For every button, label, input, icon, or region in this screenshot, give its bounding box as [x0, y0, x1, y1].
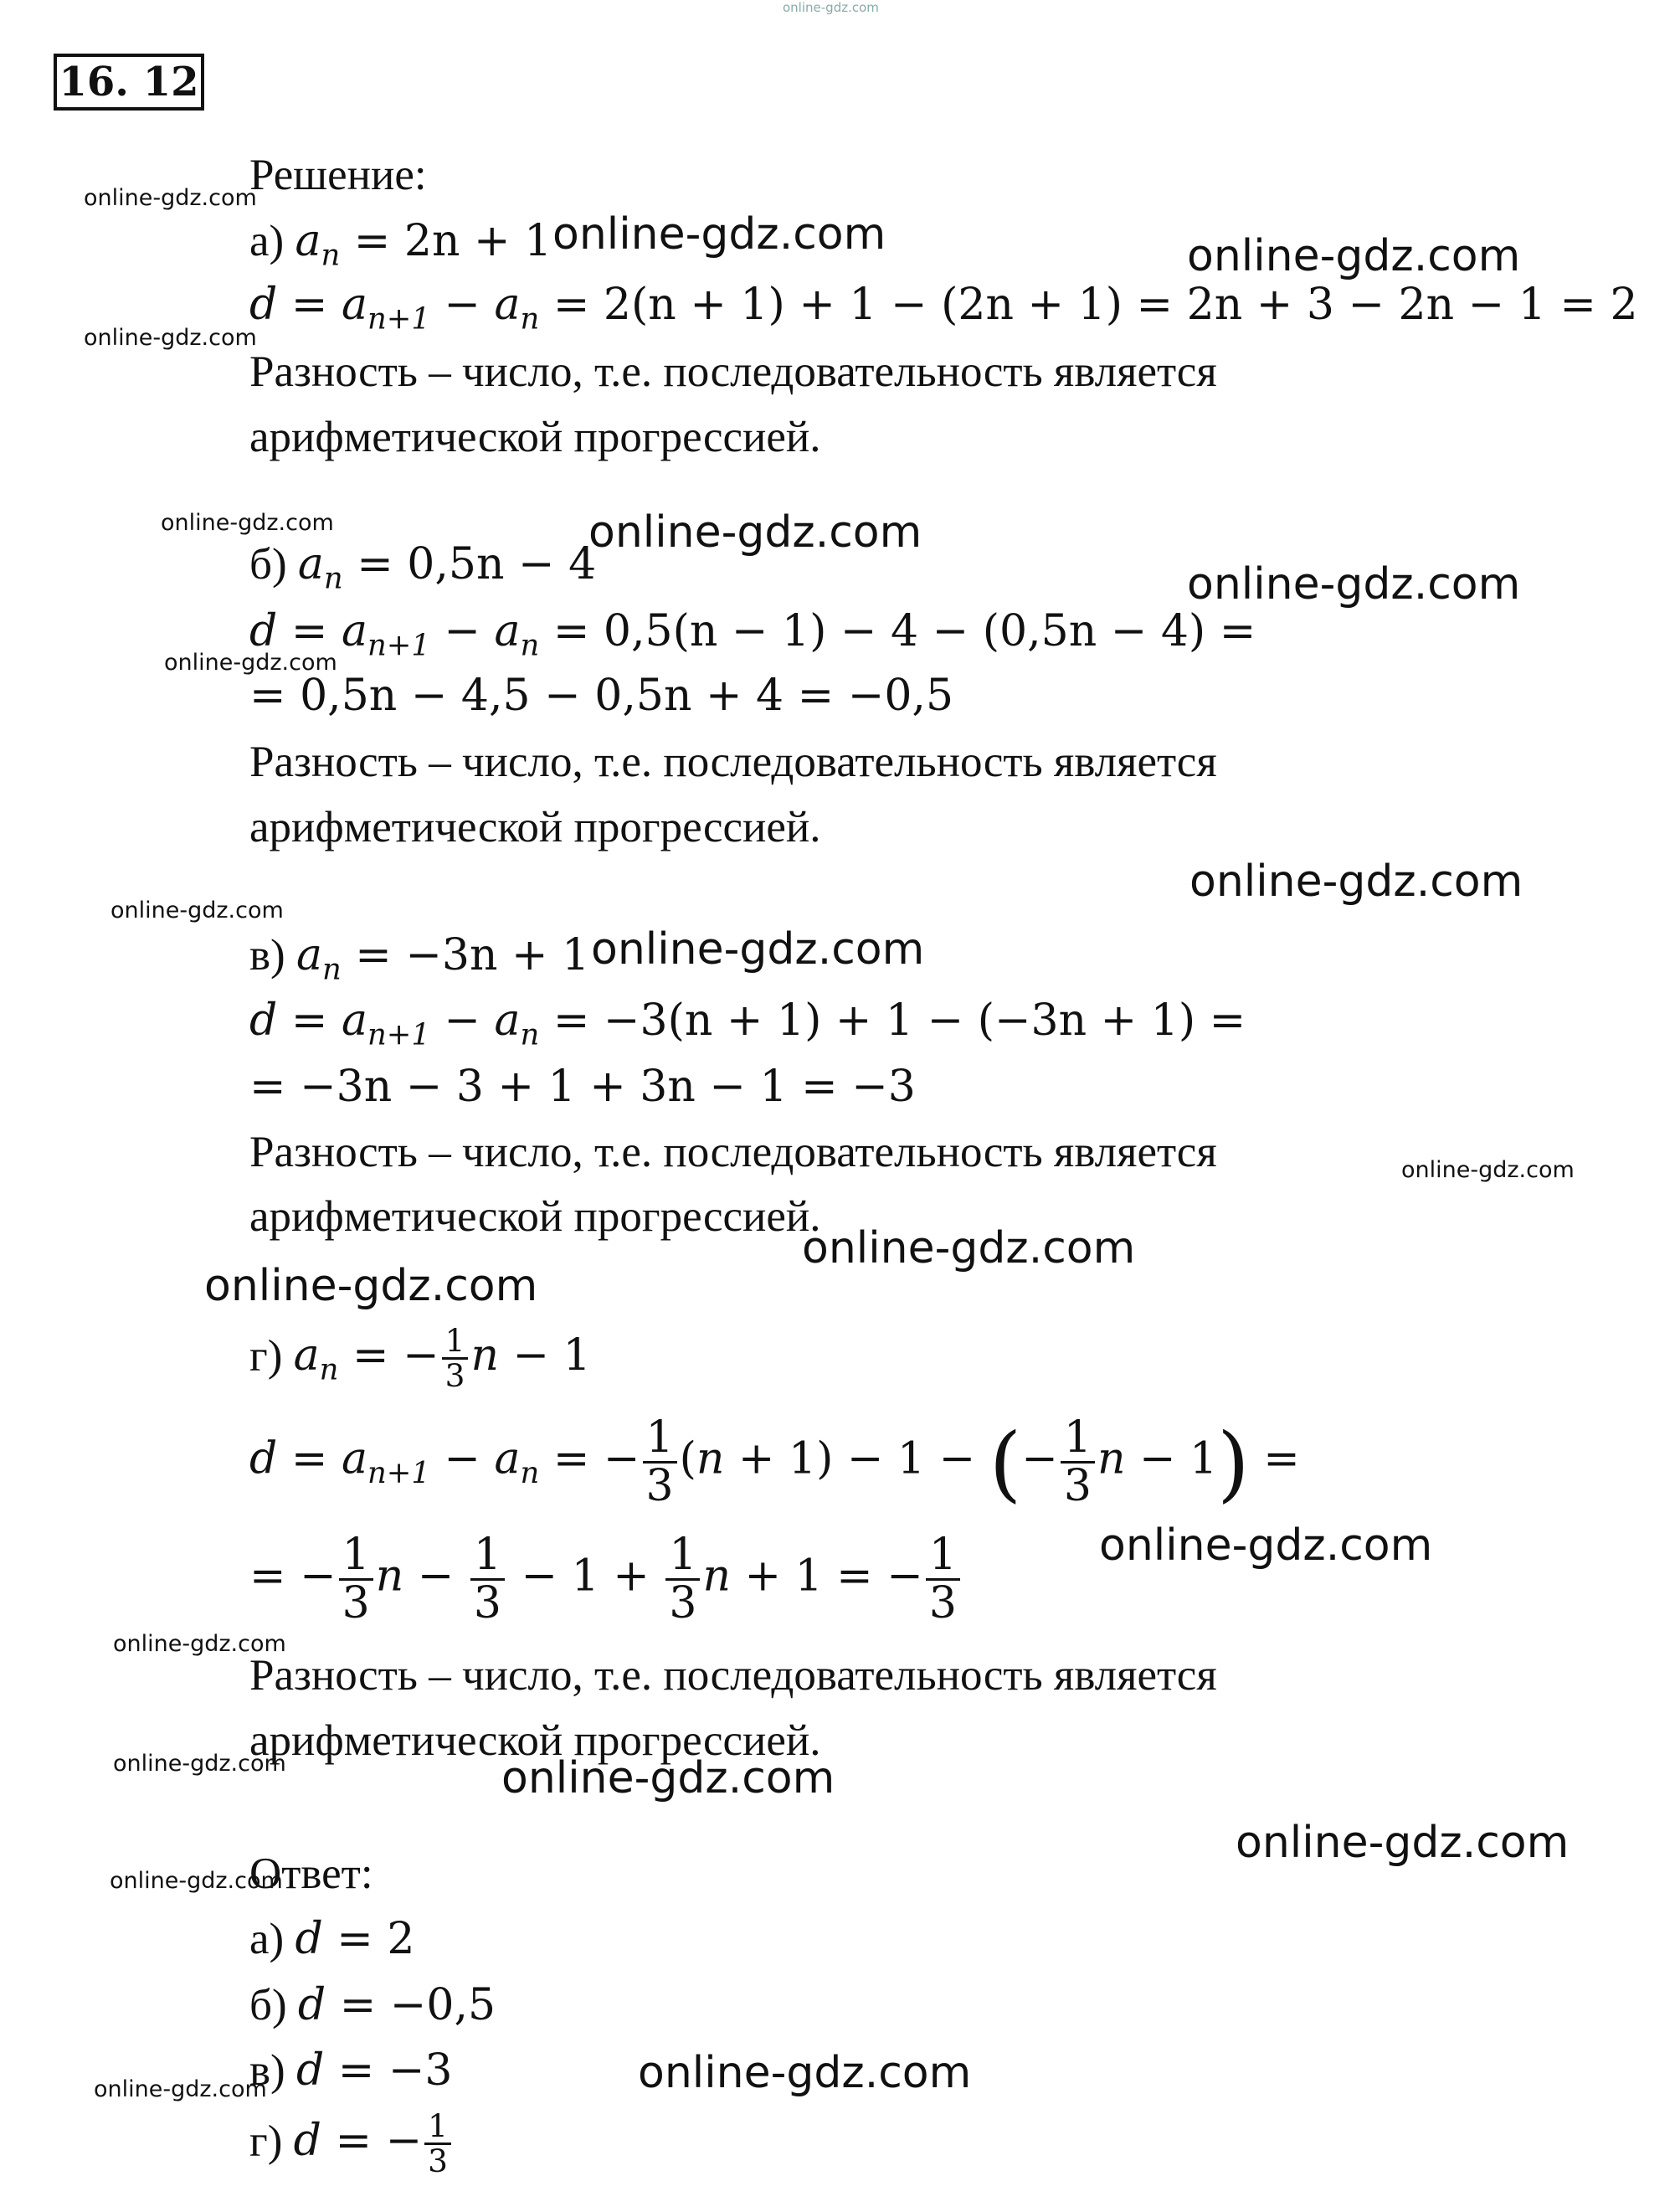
watermark: online-gdz.com [1099, 1520, 1433, 1571]
watermark: online-gdz.com [204, 1261, 538, 1311]
watermark: online-gdz.com [84, 185, 257, 211]
part-g-definition: г) $a_n$ = − $\frac{1}{3}$ n − 1 [249, 1322, 591, 1395]
part-a-formula: = 2n + 1 [353, 216, 552, 266]
part-v-result: = −3n − 3 + 1 + 3n − 1 = −3 [249, 1062, 916, 1112]
part-a-label: а) [249, 217, 285, 265]
watermark: online-gdz.com [161, 510, 334, 536]
part-g-result: = − $\frac{1}{3}$ n − $\frac{1}{3}$ − 1 + $\frac{1}{3}$ n + 1 = − $\frac{1}{3}$ [249, 1532, 963, 1626]
answer-a-value: = 2 [337, 1914, 415, 1964]
task-number: 16. 12 [54, 54, 204, 111]
watermark: online-gdz.com [164, 650, 337, 676]
part-a-difference-expr: = 2(n + 1) + 1 − (2n + 1) = 2n + 3 − 2n − 1 = 2 [552, 280, 1638, 330]
answer-v-value: = −3 [337, 2045, 453, 2096]
part-a-note-1: Разность – число, т.е. последовательность является [249, 347, 1217, 396]
part-g-note-2: арифметической прогрессией. [249, 1716, 821, 1765]
part-v-formula: = −3n + 1 [355, 930, 590, 980]
watermark: online-gdz.com [552, 209, 886, 260]
fraction-one-third: $\frac{1}{3}$ [424, 2110, 451, 2179]
fraction-one-third: $\frac{1}{3}$ [1061, 1415, 1095, 1509]
fraction-one-third: $\frac{1}{3}$ [643, 1415, 677, 1509]
part-b-definition: б) $a_n = 0,5n - 4$ [249, 539, 597, 596]
answer-v: в) d = −3 [249, 2045, 453, 2096]
watermark: online-gdz.com [1401, 1157, 1575, 1183]
watermark: online-gdz.com [113, 1751, 286, 1777]
part-v-label: в) [249, 931, 285, 980]
part-b-result: = 0,5n − 4,5 − 0,5n + 4 = −0,5 [249, 671, 954, 721]
watermark: online-gdz.com [588, 507, 922, 558]
watermark: online-gdz.com [802, 1223, 1136, 1273]
part-a-definition: а) $a_n = 2n + 1$ [249, 216, 552, 273]
fraction-one-third: $\frac{1}{3}$ [339, 1532, 373, 1626]
watermark: online-gdz.com [1236, 1818, 1570, 1868]
top-watermark: online-gdz.com [783, 0, 879, 15]
part-a-note-2: арифметической прогрессией. [249, 413, 821, 461]
part-v-note-2: арифметической прогрессией. [249, 1192, 821, 1241]
fraction-one-third: $\frac{1}{3}$ [442, 1325, 469, 1393]
fraction-one-third: $\frac{1}{3}$ [470, 1532, 505, 1626]
solution-label: Решение: [249, 151, 427, 199]
part-v-difference-expr: = −3(n + 1) + 1 − (−3n + 1) = [552, 995, 1246, 1046]
watermark: online-gdz.com [1187, 559, 1521, 610]
part-g-note-1: Разность – число, т.е. последовательность является [249, 1651, 1217, 1700]
part-b-note-1: Разность – число, т.е. последовательность является [249, 738, 1217, 786]
part-b-formula: = 0,5n − 4 [357, 539, 597, 589]
answer-label: Ответ: [249, 1849, 373, 1898]
answer-b-value: = −0,5 [339, 1980, 496, 2030]
answer-g: г) d = − $\frac{1}{3}$ [249, 2110, 454, 2179]
fraction-one-third: $\frac{1}{3}$ [926, 1532, 960, 1626]
watermark: online-gdz.com [110, 898, 284, 923]
fraction-one-third: $\frac{1}{3}$ [665, 1532, 700, 1626]
answer-a-label: а) [249, 1915, 285, 1963]
answer-b-label: б) [249, 1981, 287, 2029]
watermark: online-gdz.com [84, 325, 257, 351]
answer-v-label: в) [249, 2046, 285, 2095]
part-v-definition: в) $a_n = -3n + 1$ [249, 930, 590, 987]
watermark: online-gdz.com [113, 1631, 286, 1657]
part-a-difference: $d = a_{n+1} - a_n = 2(n + 1) + 1 - (2n + 1) = 2n + 3 - 2n - 1 = 2$ [249, 280, 1638, 337]
answer-g-label: г) [249, 2117, 283, 2166]
part-b-difference-expr: = 0,5(n − 1) − 4 − (0,5n − 4) = [552, 606, 1256, 656]
part-b-label: б) [249, 540, 287, 589]
watermark: online-gdz.com [94, 2076, 267, 2102]
answer-b: б) d = −0,5 [249, 1980, 496, 2030]
watermark: online-gdz.com [591, 924, 925, 975]
watermark: online-gdz.com [501, 1753, 835, 1803]
part-g-difference: $d = a_{n+1} - a_n$ = − $\frac{1}{3}$ (n + 1) − 1 − (− $\frac{1}{3}$ n − 1) = [249, 1412, 1300, 1512]
part-g-label: г) [249, 1331, 283, 1381]
part-v-note-1: Разность – число, т.е. последовательность является [249, 1128, 1217, 1176]
watermark: online-gdz.com [1189, 857, 1523, 907]
part-b-difference: $d = a_{n+1} - a_n = 0,5(n - 1) - 4 - (0,5n - 4)$ = [249, 606, 1256, 663]
watermark: online-gdz.com [110, 1868, 283, 1894]
watermark: online-gdz.com [638, 2048, 972, 2098]
answer-a: а) d = 2 [249, 1914, 415, 1964]
watermark: online-gdz.com [1187, 231, 1521, 281]
part-v-difference: $d = a_{n+1} - a_n = -3(n + 1) + 1 - (-3n + 1)$ = [249, 995, 1246, 1052]
part-b-note-2: арифметической прогрессией. [249, 803, 821, 851]
